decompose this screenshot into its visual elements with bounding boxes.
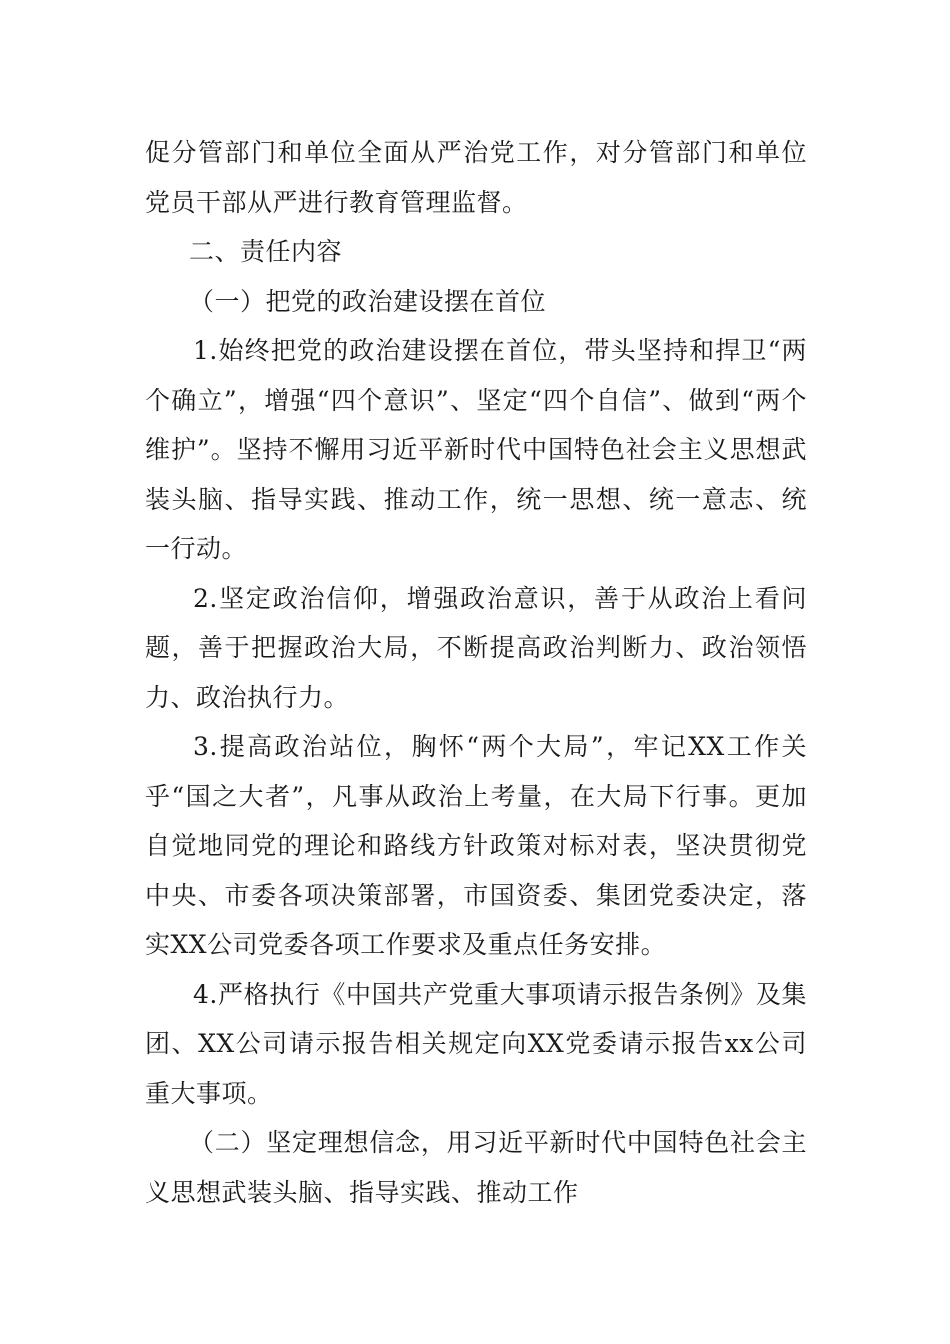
paragraph-item-4: 4.严格执行《中国共产党重大事项请示报告条例》及集团、XX公司请示报告相关规定向XX党委请示报告xx公司重大事项。 (145, 979, 807, 1108)
paragraph-item-3: 3.提高政治站位，胸怀“两个大局”，牢记XX工作关乎“国之大者”，凡事从政治上考量，在大局下行事。更加自觉地同党的理论和路线方针政策对标对表，坚决贯彻党中央、市委各项决策部署，市国资委、集团党委决定，落实XX公司党委各项工作要求及重点任务安排。 (145, 732, 807, 959)
document-body (145, 128, 807, 1217)
paragraph-continuation: 促分管部门和单位全面从严治党工作，对分管部门和单位党员干部从严进行教育管理监督。 (145, 138, 807, 217)
paragraph-item-2: 2.坚定政治信仰，增强政治意识，善于从政治上看问题，善于把握政治大局，不断提高政治判断力、政治领悟力、政治执行力。 (145, 583, 807, 712)
section-heading-responsibility: 二、责任内容 (189, 237, 343, 266)
subsection-heading-1: （一）把党的政治建设摆在首位 (189, 286, 547, 316)
subsection-heading-2: （二）坚定理想信念，用习近平新时代中国特色社会主义思想武装头脑、指导实践、推动工作 (145, 1128, 807, 1207)
paragraph-item-1: 1.始终把党的政治建设摆在首位，带头坚持和捍卫“两个确立”，增强“四个意识”、坚定“四个自信”、做到“两个维护”。坚持不懈用习近平新时代中国特色社会主义思想武装头脑、指导实践、推动工作，统一思想、统一意志、统一行动。 (145, 336, 807, 563)
